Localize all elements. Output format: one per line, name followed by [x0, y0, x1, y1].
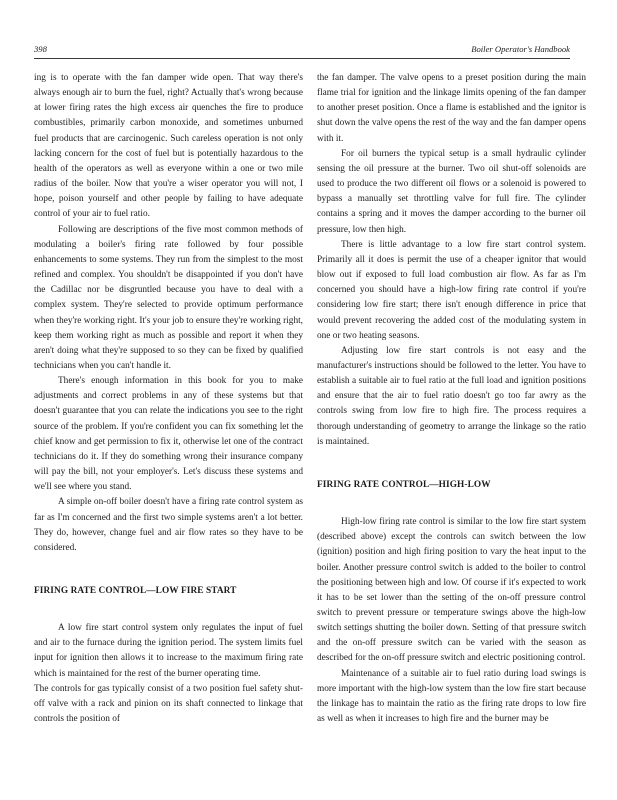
section-heading-high-low: FIRING RATE CONTROL—HIGH-LOW	[317, 479, 491, 490]
page-number: 398	[34, 44, 47, 54]
left-paragraph-5: A low fire start control system only regulates the input of fuel and air to the furnace during the ignition period. The system limits fuel input for ignition then allows it to increase to the maximum firing rate which is maintained for the rest of the burner operating time.	[34, 623, 303, 679]
left-paragraph-1: ing is to operate with the fan damper wide open. That way there's always enough air to burn the fuel, right? Actually that's wrong because at lower firing rates the high excess air quenches the fire to produce combustibles, primarily carbon monoxide, and sometimes unburned fuel products that are carcinogenic. Such careless operation is not only lacking concern for the cost of fuel but is potentially hazardous to the health of the operators as well as everyone within a one or two mile radius of the boiler. Now that you're a wiser operator you will not, I hope, poison yourself and other people by failing to have adequate control of your air to fuel ratio.	[34, 73, 303, 220]
book-title: Boiler Operator's Handbook	[471, 44, 570, 54]
right-column	[317, 71, 586, 727]
left-column	[34, 71, 303, 727]
spacer	[317, 493, 586, 515]
section-heading-low-fire-start: FIRING RATE CONTROL—LOW FIRE START	[34, 586, 237, 596]
left-paragraph-6: The controls for gas typically consist of a two position fuel safety shut-off valve with a rack and pinion on its shaft connected to linkage that controls the position of	[34, 683, 303, 725]
right-paragraph-4: Adjusting low fire start controls is not easy and the manufacturer's instructions should be followed to the letter. You have to establish a suitable air to fuel ratio at the full load and ignition positions and ensure that the air to fuel ratio doesn't go too far awry as the controls swing from low fire to high fire. The process requires a thorough understanding of geometry to arrange the linkage so the ratio is maintained.	[317, 345, 586, 447]
spacer	[34, 556, 303, 584]
left-paragraph-2: Following are descriptions of the five most common methods of modulating a boiler's firing rate followed by four possible enhancements to some systems. They run from the simplest to the most refined and complex. You shouldn't be disappointed if you don't have the Cadillac nor be disgruntled because you have to deal with a complex system. They're selected to provide optimum performance when they're working right. It's your job to ensure they're working right, keep them working right as much as possible and report it when they aren't doing what they're supposed to so they can be fixed by qualified technicians when you can't handle it.	[34, 224, 303, 371]
right-paragraph-6: Maintenance of a suitable air to fuel ratio during load swings is more important with the high-low system than the low fire start because the linkage has to maintain the ratio as the firing rate drops to low fire as well as when it increases to high fire and the burner may be	[317, 668, 586, 725]
running-header	[34, 44, 570, 59]
spacer	[317, 450, 586, 478]
right-paragraph-2: For oil burners the typical setup is a small hydraulic cylinder sensing the oil pressure at the burner. Two oil shut-off solenoids are used to produce the two different oil flows or a solenoid is powered to bypass a manually set throttling valve for full fire. The cylinder contains a spring and it moves the damper according to the burner oil pressure, low then high.	[317, 148, 586, 235]
left-paragraph-3: There's enough information in this book for you to make adjustments and correct problems in any of these systems but that doesn't guarantee that you can relate the indications you see to the right source of the problem. If you're confident you can fix something let the chief know and get permission to fix it, otherwise let one of the contract technicians do it. If they do something wrong their insurance company will pay the bill, not your employer's. Let's discuss these systems and we'll see where you stand.	[34, 376, 303, 493]
right-paragraph-1: the fan damper. The valve opens to a preset position during the main flame trial for ignition and the linkage limits opening of the fan damper to another preset position. Once a flame is established and the ignitor is shut down the valve opens the rest of the way and the fan damper opens with it.	[317, 73, 586, 144]
right-paragraph-5: High-low firing rate control is similar to the low fire start system (described above) except the controls can switch between the low (ignition) position and high firing position to vary the heat input to the boiler. Another pressure control switch is added to the boiler to control the positioning between high and low. Of course if it's expected to work it has to be set lower than the setting of the on-off pressure control switch to prevent pressure or temperature swings above the high-low switch settings shutting the boiler down. Setting of that pressure switch and the on-off pressure switch can be varied with the season as described for the on-off pressure switch and electric positioning control.	[317, 517, 586, 664]
right-paragraph-3: There is little advantage to a low fire start control system. Primarily all it does is permit the use of a cheaper ignitor that would blow out if exposed to full load combustion air flow. As far as I'm concerned you should have a high-low firing rate control if you're considering low fire start; there isn't enough difference in price that would prevent recovering the added cost of the modulating system in one or two heating seasons.	[317, 239, 586, 341]
left-paragraph-4: A simple on-off boiler doesn't have a firing rate control system as far as I'm concerned and the first two simple systems aren't a lot better. They do, however, change fuel and air flow rates so they have to be considered.	[34, 497, 303, 553]
spacer	[34, 599, 303, 621]
